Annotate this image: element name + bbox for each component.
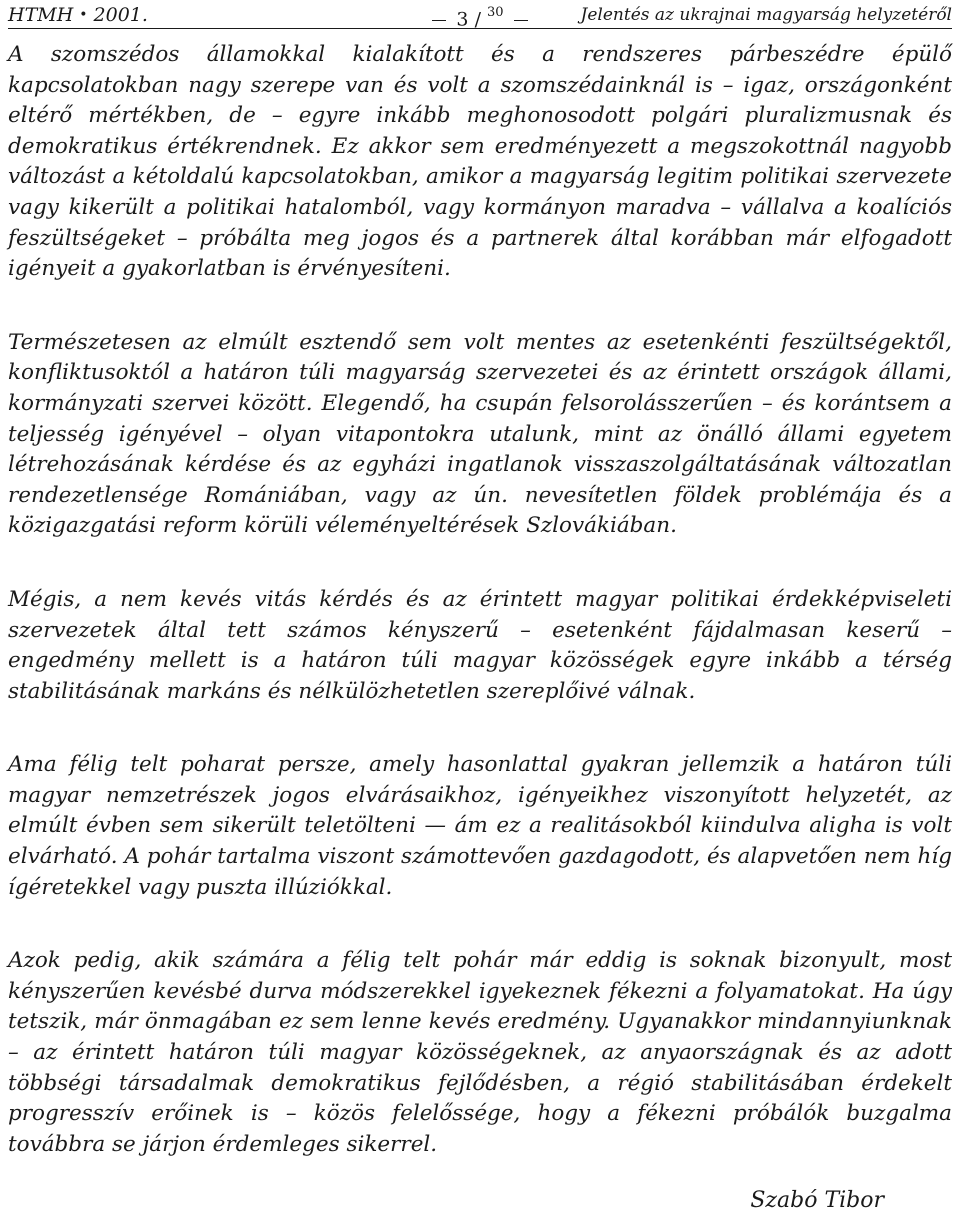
paragraph-1: A szomszédos államokkal kialakított és a rendszeres párbeszédre épülő kapcsolatokban nagy szerepe van és volt a szomszédainknál is – igaz, országonként eltérő mértékben, de – egyre inkább meghonosodott polgári pluralizmusnak és demokratikus értékrendnek. Ez akkor sem eredményezett a megszokottnál nagyobb változást a kétoldalú kapcsolatokban, amikor a magyarság legitim politikai szervezete vagy kikerült a politikai hatalomból, vagy kormányon maradva – vállalva a koalíciós feszültségeket – próbálta meg jogos és a partnerek által korábban már elfogadott igényeit a gyakorlatban is érvényesíteni. xyxy=(8,42,952,282)
header-report-title: Jelentés az ukrajnai magyarság helyzetéről xyxy=(580,5,952,25)
dash-right xyxy=(514,20,528,21)
page-header xyxy=(8,2,952,29)
paragraph-5: Azok pedig, akik számára a félig telt pohár már eddig is soknak bizonyult, most kényszerűen kevésbé durva módszerekkel igyekeznek fékezni a folyamatokat. Ha úgy tetszik, már önmagában ez sem lenne kevés eredmény. Ugyanakkor mindannyiunknak – az érintett határon túli magyar közösségeknek, az anyaországnak és az adott többségi társadalmak demokratikus fejlődésben, a régió stabilitásában érdekelt progresszív erőinek is – közös felelőssége, hogy a fékezni próbálók buzgalma továbbra se járjon érdemleges sikerrel. xyxy=(8,948,952,1157)
paragraph-2: Természetesen az elmúlt esztendő sem volt mentes az esetenkénti feszültségektől, konfliktusoktól a határon túli magyarság szervezetei és az érintett országok állami, kormányzati szervei között. Elegendő, ha csupán felsorolásszerűen – és korántsem a teljesség igényével – olyan vitapontokra utalunk, mint az önálló állami egyetem létrehozásának kérdése és az egyházi ingatlanok visszaszolgáltatásának változatlan rendezetlensége Romániában, vagy az ún. nevesítetlen földek problémája és a közigazgatási reform körüli véleményeltérések Szlovákiában. xyxy=(8,329,952,539)
header-publication-name: HTMH xyxy=(8,4,74,26)
header-year: 2001. xyxy=(93,4,148,26)
dash-left xyxy=(432,20,446,21)
paragraph-4: Ama félig telt poharat persze, amely hasonlattal gyakran jellemzik a határon túli magyar nemzetrészek jogos elvárásaikhoz, igényeikhez viszonyított helyzetét, az elmúlt évben sem sikerült teletölteni — ám ez a realitásokból kiindulva aligha is volt elvárható. A pohár tartalma viszont számottevően gazdagodott, és alapvetően nem híg ígéretekkel vagy puszta illúziókkal. xyxy=(8,752,952,900)
page-total: 30 xyxy=(487,5,504,20)
bullet-icon: • xyxy=(79,7,88,23)
page-separator: / xyxy=(474,8,481,31)
page-current: 3 xyxy=(456,8,469,31)
author-signature: Szabó Tibor xyxy=(750,1188,884,1213)
document-body xyxy=(8,40,952,1203)
paragraph-3: Mégis, a nem kevés vitás kérdés és az érintett magyar politikai érdekképviseleti szervezetek által tett számos kényszerű – esetenként fájdalmasan keserű – engedmény mellett is a határon túli magyar közösségek egyre inkább a térség stabilitásának markáns és nélkülözhetetlen szereplőivé válnak. xyxy=(8,586,952,704)
